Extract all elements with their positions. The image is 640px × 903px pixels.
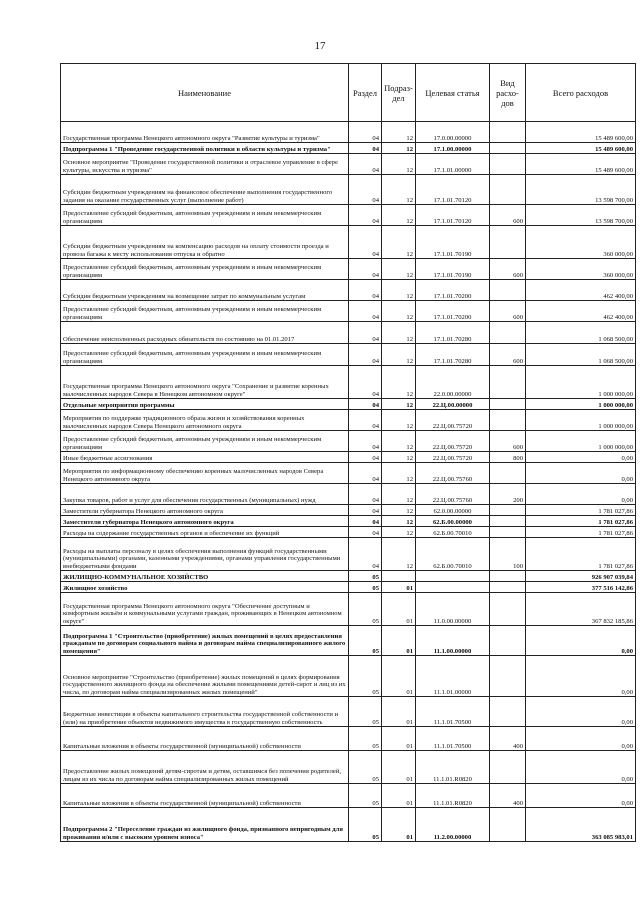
row-section-cell: 04 [349, 154, 382, 175]
row-section-cell: 04 [349, 122, 382, 143]
table-row [61, 656, 636, 697]
row-expense-type-cell [490, 175, 526, 205]
row-target-cell: 17.1.01.70280 [416, 322, 490, 344]
row-expense-type-cell [490, 410, 526, 431]
row-total-cell: 15 489 600,00 [526, 143, 636, 154]
row-section-cell: 04 [349, 143, 382, 154]
table-row [61, 280, 636, 301]
row-section-cell: 04 [349, 452, 382, 463]
row-total-cell: 926 907 039,84 [526, 571, 636, 582]
table-row [61, 626, 636, 656]
table-row [61, 322, 636, 344]
row-expense-type-cell [490, 582, 526, 593]
row-total-cell: 1 000 000,00 [526, 431, 636, 452]
row-subsection-cell: 12 [382, 452, 416, 463]
header-name: Наименование [61, 64, 349, 122]
row-target-cell: 22.Ц.00.75720 [416, 452, 490, 463]
row-section-cell: 05 [349, 571, 382, 582]
row-name-cell: ЖИЛИЩНО-КОММУНАЛЬНОЕ ХОЗЯЙСТВО [61, 571, 349, 582]
row-expense-type-cell [490, 626, 526, 656]
row-total-cell: 13 598 700,00 [526, 175, 636, 205]
row-total-cell: 0,00 [526, 697, 636, 727]
row-name-cell: Обеспечение неисполненных расходных обязательств по состоянию на 01.01.2017 [61, 322, 349, 344]
table-row [61, 484, 636, 505]
row-name-cell: Основное мероприятие "Строительство (приобретение) жилых помещений в целях формирования государственного жилищного фонда на обеспечение жилыми помещениями детей-сирот и лиц из их числа, по договорам найма специализированных жилых помещений" [61, 656, 349, 697]
row-total-cell: 0,00 [526, 751, 636, 784]
row-target-cell: 17.1.01.70280 [416, 344, 490, 366]
row-expense-type-cell [490, 571, 526, 582]
table-row [61, 226, 636, 259]
row-section-cell: 04 [349, 505, 382, 516]
row-subsection-cell: 01 [382, 656, 416, 697]
row-section-cell: 04 [349, 410, 382, 431]
row-expense-type-cell [490, 697, 526, 727]
row-section-cell: 04 [349, 431, 382, 452]
row-section-cell: 04 [349, 527, 382, 538]
row-target-cell: 11.1.01.70500 [416, 727, 490, 751]
row-expense-type-cell [490, 751, 526, 784]
table-row [61, 259, 636, 280]
row-target-cell: 17.1.01.70200 [416, 280, 490, 301]
row-name-cell: Отдельные мероприятия программы [61, 399, 349, 410]
budget-table [60, 63, 636, 842]
row-subsection-cell: 12 [382, 259, 416, 280]
row-section-cell: 05 [349, 751, 382, 784]
row-total-cell: 1 068 500,00 [526, 344, 636, 366]
row-subsection-cell: 12 [382, 463, 416, 484]
table-row [61, 571, 636, 582]
row-expense-type-cell [490, 280, 526, 301]
row-target-cell: 11.1.01.R0820 [416, 751, 490, 784]
row-target-cell [416, 582, 490, 593]
row-subsection-cell: 12 [382, 280, 416, 301]
row-subsection-cell: 12 [382, 399, 416, 410]
row-target-cell: 11.2.00.00000 [416, 808, 490, 842]
row-name-cell: Подпрограмма 1 "Строительство (приобретение) жилых помещений в целях предоставления гражданам по договорам социального найма и договорам найма специализированного жилого помещения" [61, 626, 349, 656]
row-section-cell: 04 [349, 226, 382, 259]
row-total-cell: 0,00 [526, 452, 636, 463]
row-expense-type-cell [490, 322, 526, 344]
table-row [61, 505, 636, 516]
row-name-cell: Капитальные вложения в объекты государственной (муниципальной) собственности [61, 784, 349, 808]
row-expense-type-cell [490, 516, 526, 527]
table-row [61, 452, 636, 463]
row-subsection-cell: 12 [382, 154, 416, 175]
row-target-cell: 17.1.01.70200 [416, 301, 490, 322]
table-row [61, 366, 636, 399]
row-section-cell: 04 [349, 344, 382, 366]
row-expense-type-cell: 600 [490, 301, 526, 322]
row-subsection-cell: 12 [382, 505, 416, 516]
row-expense-type-cell [490, 154, 526, 175]
row-subsection-cell: 12 [382, 344, 416, 366]
row-expense-type-cell [490, 226, 526, 259]
table-row [61, 399, 636, 410]
row-expense-type-cell [490, 122, 526, 143]
page-number: 17 [314, 40, 326, 52]
row-total-cell: 0,00 [526, 727, 636, 751]
row-total-cell: 1 068 500,00 [526, 322, 636, 344]
row-name-cell: Субсидии бюджетным учреждениям на финансовое обеспечение выполнения государственного задания на оказание государственных услуг (выполнение работ) [61, 175, 349, 205]
row-target-cell: 62.Б.00.00000 [416, 516, 490, 527]
row-name-cell: Заместители губернатора Ненецкого автономного округа [61, 516, 349, 527]
row-expense-type-cell: 200 [490, 484, 526, 505]
row-expense-type-cell: 400 [490, 784, 526, 808]
row-total-cell: 0,00 [526, 463, 636, 484]
row-expense-type-cell [490, 808, 526, 842]
row-total-cell: 360 000,00 [526, 259, 636, 280]
table-row [61, 175, 636, 205]
table-row [61, 431, 636, 452]
row-section-cell: 05 [349, 626, 382, 656]
row-target-cell: 11.0.00.00000 [416, 593, 490, 626]
row-section-cell: 04 [349, 322, 382, 344]
row-subsection-cell: 12 [382, 538, 416, 571]
row-total-cell: 1 000 000,00 [526, 410, 636, 431]
row-section-cell: 04 [349, 484, 382, 505]
row-section-cell: 04 [349, 399, 382, 410]
row-name-cell: Предоставление субсидий бюджетным, автономным учреждениям и иным некоммерческим организациям [61, 259, 349, 280]
row-total-cell: 1 781 027,86 [526, 538, 636, 571]
row-name-cell: Государственная программа Ненецкого автономного округа "Обеспечение доступным и комфортным жильём и коммунальными услугами граждан, проживающих в Ненецком автономном округе" [61, 593, 349, 626]
row-target-cell [416, 571, 490, 582]
table-row [61, 154, 636, 175]
header-expense-type: Вид расхо-дов [490, 64, 526, 122]
row-subsection-cell: 01 [382, 784, 416, 808]
row-target-cell: 62.Б.00.70010 [416, 538, 490, 571]
table-row [61, 205, 636, 226]
row-target-cell: 22.Ц.00.75720 [416, 431, 490, 452]
table-row [61, 301, 636, 322]
row-expense-type-cell [490, 463, 526, 484]
table-row [61, 593, 636, 626]
table-row [61, 697, 636, 727]
header-section: Раздел [349, 64, 382, 122]
row-subsection-cell: 12 [382, 410, 416, 431]
header-subsection: Подраз-дел [382, 64, 416, 122]
row-subsection-cell: 12 [382, 122, 416, 143]
row-total-cell: 0,00 [526, 656, 636, 697]
row-total-cell: 0,00 [526, 484, 636, 505]
row-section-cell: 04 [349, 538, 382, 571]
table-row [61, 122, 636, 143]
row-subsection-cell: 12 [382, 226, 416, 259]
row-total-cell: 1 000 000,00 [526, 399, 636, 410]
row-expense-type-cell: 800 [490, 452, 526, 463]
table-row [61, 751, 636, 784]
row-total-cell: 15 489 600,00 [526, 154, 636, 175]
table-row [61, 727, 636, 751]
row-subsection-cell: 12 [382, 175, 416, 205]
row-subsection-cell: 01 [382, 808, 416, 842]
row-target-cell: 22.Ц.00.75720 [416, 410, 490, 431]
table-row [61, 410, 636, 431]
row-target-cell: 22.Ц.00.75760 [416, 484, 490, 505]
row-target-cell: 11.1.00.00000 [416, 626, 490, 656]
row-target-cell: 22.Ц.00.75760 [416, 463, 490, 484]
row-name-cell: Капитальные вложения в объекты государственной (муниципальной) собственности [61, 727, 349, 751]
row-name-cell: Подпрограмма 2 "Переселение граждан из жилищного фонда, признанного непригодным для проживания и/или с высоким уровнем износа" [61, 808, 349, 842]
row-target-cell: 17.0.00.00000 [416, 122, 490, 143]
row-total-cell: 363 085 983,01 [526, 808, 636, 842]
row-section-cell: 05 [349, 727, 382, 751]
row-total-cell: 1 781 027,86 [526, 527, 636, 538]
row-name-cell: Государственная программа Ненецкого автономного округа "Развитие культуры и туризма" [61, 122, 349, 143]
row-name-cell: Мероприятия по поддержке традиционного образа жизни и хозяйствования коренных малочисленных народов Севера Ненецкого автономного округа [61, 410, 349, 431]
row-section-cell: 05 [349, 784, 382, 808]
row-name-cell: Расходы на содержание государственных органов и обеспечение их функций [61, 527, 349, 538]
row-total-cell: 462 400,00 [526, 301, 636, 322]
row-target-cell: 22.Ц.00.00000 [416, 399, 490, 410]
row-target-cell: 62.0.00.00000 [416, 505, 490, 516]
row-expense-type-cell: 600 [490, 259, 526, 280]
row-subsection-cell: 12 [382, 527, 416, 538]
row-expense-type-cell [490, 527, 526, 538]
row-target-cell: 22.0.00.00000 [416, 366, 490, 399]
row-subsection-cell: 12 [382, 301, 416, 322]
row-total-cell: 0,00 [526, 784, 636, 808]
table-row [61, 143, 636, 154]
table-row [61, 516, 636, 527]
row-subsection-cell: 12 [382, 516, 416, 527]
row-name-cell: Государственная программа Ненецкого автономного округа "Сохранение и развитие коренных малочисленных народов Севера в Ненецком автономном округе" [61, 366, 349, 399]
row-section-cell: 04 [349, 516, 382, 527]
row-subsection-cell: 12 [382, 366, 416, 399]
table-row [61, 344, 636, 366]
row-expense-type-cell [490, 505, 526, 516]
row-expense-type-cell: 600 [490, 344, 526, 366]
header-target: Целевая статья [416, 64, 490, 122]
row-target-cell: 11.1.01.R0820 [416, 784, 490, 808]
row-name-cell: Предоставление субсидий бюджетным, автономным учреждениям и иным некоммерческим организациям [61, 205, 349, 226]
row-expense-type-cell: 600 [490, 205, 526, 226]
row-total-cell: 462 400,00 [526, 280, 636, 301]
row-subsection-cell [382, 571, 416, 582]
row-subsection-cell: 12 [382, 431, 416, 452]
row-subsection-cell: 12 [382, 143, 416, 154]
row-subsection-cell: 01 [382, 727, 416, 751]
row-target-cell: 17.1.01.70120 [416, 205, 490, 226]
row-name-cell: Иные бюджетные ассигнования [61, 452, 349, 463]
row-subsection-cell: 12 [382, 322, 416, 344]
row-section-cell: 05 [349, 656, 382, 697]
table-row [61, 463, 636, 484]
row-expense-type-cell [490, 399, 526, 410]
row-subsection-cell: 01 [382, 626, 416, 656]
header-total: Всего расходов [526, 64, 636, 122]
table-header-row [61, 64, 636, 122]
row-section-cell: 05 [349, 697, 382, 727]
row-expense-type-cell [490, 366, 526, 399]
row-name-cell: Жилищное хозяйство [61, 582, 349, 593]
row-total-cell: 13 598 700,00 [526, 205, 636, 226]
row-name-cell: Бюджетные инвестиции в объекты капитального строительства государственной собственности и (или) на приобретение объектов недвижимого имущества в государственную собственность [61, 697, 349, 727]
table-row [61, 527, 636, 538]
row-name-cell: Основное мероприятие "Проведение государственной политики и отраслевое управление в сфере культуры, искусства и туризма" [61, 154, 349, 175]
table-row [61, 808, 636, 842]
row-name-cell: Подпрограмма 1 "Проведение государственной политики в области культуры и туризма" [61, 143, 349, 154]
row-target-cell: 17.1.01.70120 [416, 175, 490, 205]
row-expense-type-cell: 400 [490, 727, 526, 751]
row-section-cell: 04 [349, 175, 382, 205]
row-section-cell: 05 [349, 808, 382, 842]
row-total-cell: 367 832 185,86 [526, 593, 636, 626]
row-total-cell: 377 516 142,86 [526, 582, 636, 593]
row-subsection-cell: 01 [382, 751, 416, 784]
row-total-cell: 1 781 027,86 [526, 505, 636, 516]
row-name-cell: Предоставление субсидий бюджетным, автономным учреждениям и иным некоммерческим организациям [61, 431, 349, 452]
row-subsection-cell: 01 [382, 697, 416, 727]
row-target-cell: 17.1.01.70190 [416, 226, 490, 259]
row-subsection-cell: 12 [382, 205, 416, 226]
row-expense-type-cell [490, 143, 526, 154]
table-row [61, 784, 636, 808]
row-section-cell: 05 [349, 582, 382, 593]
row-expense-type-cell [490, 593, 526, 626]
row-target-cell: 17.1.00.00000 [416, 143, 490, 154]
row-section-cell: 04 [349, 301, 382, 322]
table-row [61, 538, 636, 571]
row-subsection-cell: 12 [382, 484, 416, 505]
row-name-cell: Заместители губернатора Ненецкого автономного округа [61, 505, 349, 516]
row-section-cell: 04 [349, 463, 382, 484]
row-name-cell: Закупка товаров, работ и услуг для обеспечения государственных (муниципальных) нужд [61, 484, 349, 505]
row-total-cell: 1 000 000,00 [526, 366, 636, 399]
row-section-cell: 04 [349, 205, 382, 226]
row-section-cell: 04 [349, 280, 382, 301]
row-name-cell: Расходы на выплаты персоналу в целях обеспечения выполнения функций государственными (муниципальными) органами, казенными учреждениями, органами управления государственными внебюджетными фондами [61, 538, 349, 571]
row-name-cell: Предоставление субсидий бюджетным, автономным учреждениям и иным некоммерческим организациям [61, 344, 349, 366]
row-total-cell: 15 489 600,00 [526, 122, 636, 143]
row-target-cell: 11.1.01.70500 [416, 697, 490, 727]
row-name-cell: Субсидии бюджетным учреждениям на возмещение затрат по коммунальным услугам [61, 280, 349, 301]
row-name-cell: Мероприятия по информационному обеспечению коренных малочисленных народов Севера Ненецкого автономного округа [61, 463, 349, 484]
row-name-cell: Предоставление жилых помещений детям-сиротам и детям, оставшимся без попечения родителей, лицам из их числа по договорам найма специализированных жилых помещений [61, 751, 349, 784]
row-subsection-cell: 01 [382, 582, 416, 593]
row-name-cell: Предоставление субсидий бюджетным, автономным учреждениям и иным некоммерческим организациям [61, 301, 349, 322]
row-target-cell: 17.1.01.00000 [416, 154, 490, 175]
row-name-cell: Субсидии бюджетным учреждениям на компенсацию расходов на оплату стоимости проезда и провоза багажа к месту использования отпуска и обратно [61, 226, 349, 259]
row-total-cell: 360 000,00 [526, 226, 636, 259]
row-total-cell: 0,00 [526, 626, 636, 656]
row-expense-type-cell: 600 [490, 431, 526, 452]
row-section-cell: 05 [349, 593, 382, 626]
row-target-cell: 11.1.01.00000 [416, 656, 490, 697]
table-row [61, 582, 636, 593]
row-target-cell: 17.1.01.70190 [416, 259, 490, 280]
row-expense-type-cell [490, 656, 526, 697]
row-section-cell: 04 [349, 366, 382, 399]
row-section-cell: 04 [349, 259, 382, 280]
row-total-cell: 1 781 027,86 [526, 516, 636, 527]
row-subsection-cell: 01 [382, 593, 416, 626]
row-expense-type-cell: 100 [490, 538, 526, 571]
row-target-cell: 62.Б.00.70010 [416, 527, 490, 538]
